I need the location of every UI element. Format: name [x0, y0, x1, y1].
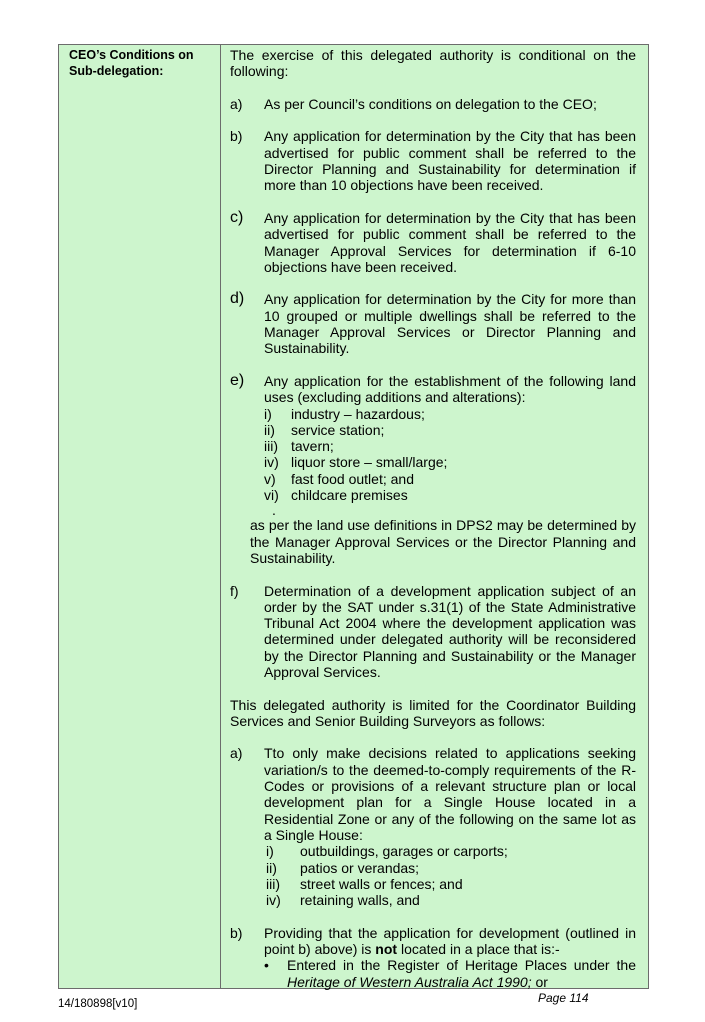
limit-a-item-label: iii) [266, 875, 280, 892]
limit-a-item-text: street walls or fences; and [300, 875, 463, 892]
bullet-text: or [531, 973, 548, 990]
land-use-item [264, 454, 636, 470]
limit-a-item-label: i) [266, 843, 274, 860]
condition-f [230, 583, 636, 681]
limit-b [230, 925, 636, 990]
land-use-text: childcare premises [291, 487, 408, 504]
condition-label: f) [230, 582, 239, 599]
land-use-tail: as per the land use definitions in DPS2 may be determined by the Manager Approval Services or the Director Planning and Sustainability. [250, 517, 636, 566]
condition-text: Any application for the establishment of the following land uses (excluding additions and alterations): [264, 372, 636, 406]
limit-a-item-text: outbuildings, garages or carports; [300, 843, 508, 860]
limit-a-item-text: patios or verandas; [300, 859, 420, 876]
left-header-cell [59, 45, 221, 988]
condition-label: d) [230, 290, 245, 308]
document-id: 14/180898[v10] [58, 998, 138, 1010]
land-use-text: fast food outlet; and [291, 470, 414, 487]
condition-text: Any application for determination by the City for more than 10 grouped or multiple dwellings shall be referred to the Manager Approval Services or Director Planning and Sustainability. [264, 291, 636, 357]
intro-text: The exercise of this delegated authority is conditional on the following: [230, 47, 636, 80]
land-use-text: liquor store – small/large; [291, 454, 448, 471]
limit-label: b) [230, 924, 243, 941]
land-use-item [264, 438, 636, 454]
condition-d [230, 291, 636, 356]
conditions-cell [221, 45, 648, 988]
condition-text: Any application for determination by the City that has been advertised for public comment shall be referred to the Manager Approval Services for determination if 6-10 objections have been received. [264, 209, 636, 275]
bullet-text-italic: Heritage of Western Australia Act 1990; [287, 973, 532, 990]
condition-label: b) [230, 128, 243, 145]
conditions-header: CEO’s Conditions on Sub-delegation: [69, 48, 194, 78]
bullet-text: Entered in the Register of Heritage Places under the [287, 957, 636, 974]
land-use-label: iv) [264, 454, 279, 471]
land-use-text: industry – hazardous; [291, 405, 425, 422]
land-use-item [264, 406, 636, 422]
limit-text: Tto only make decisions related to applications seeking variation/s to the deemed-to-comply requirements of the R-Codes or provisions of a relevant structure plan or local development plan for a Single House located in a Residential Zone or any of the following on the same lot as a Single House: [264, 745, 636, 843]
condition-label: e) [230, 371, 245, 389]
limit-text: located in a place that is:- [397, 941, 560, 958]
limit-intro: This delegated authority is limited for the Coordinator Building Services and Senior Building Surveyors as follows: [230, 696, 636, 729]
condition-c [230, 210, 636, 275]
condition-label: c) [230, 208, 244, 226]
land-use-label: ii) [264, 421, 275, 438]
condition-text: Determination of a development application subject of an order by the SAT under s.31(1) of the State Administrative Tribunal Act 2004 where the development application was determined under delegated authority will be reconsidered by the Director Planning and Sustainability or the Manager Approval Services. [264, 582, 636, 680]
limit-label: a) [230, 745, 243, 762]
limit-a-item-label: iv) [266, 892, 281, 909]
condition-label: a) [230, 95, 243, 112]
land-use-dot: . [272, 502, 276, 519]
condition-text: As per Council’s conditions on delegation to the CEO; [264, 95, 597, 112]
condition-text: Any application for determination by the City that has been advertised for public comment shall be referred to the Director Planning and Sustainability for determination if more than 10 objections have been received. [264, 128, 636, 194]
delegation-table [58, 44, 649, 989]
limit-a [230, 745, 636, 908]
land-use-label: iii) [264, 438, 278, 455]
land-use-label: i) [264, 405, 272, 422]
land-use-label: vi) [264, 487, 279, 504]
heritage-bullet [264, 957, 636, 990]
land-use-text: tavern; [291, 438, 334, 455]
land-use-item [264, 487, 636, 503]
bullet-icon: • [264, 957, 269, 974]
land-use-text: service station; [291, 421, 385, 438]
condition-b [230, 128, 636, 193]
land-use-label: v) [264, 470, 276, 487]
condition-e [230, 373, 636, 517]
limit-a-item [266, 843, 636, 859]
limit-a-item [266, 860, 636, 876]
condition-a [230, 96, 636, 112]
limit-a-item [266, 876, 636, 892]
limit-text: Providing that the application for development (outlined in point b) above) is [264, 924, 636, 958]
land-use-item [264, 471, 636, 487]
page-number: Page 114 [538, 991, 589, 1005]
land-use-item [264, 422, 636, 438]
limit-a-item [266, 892, 636, 908]
limit-a-item-label: ii) [266, 859, 277, 876]
limit-text-bold: not [375, 941, 398, 958]
limit-a-item-text: retaining walls, and [300, 892, 420, 909]
